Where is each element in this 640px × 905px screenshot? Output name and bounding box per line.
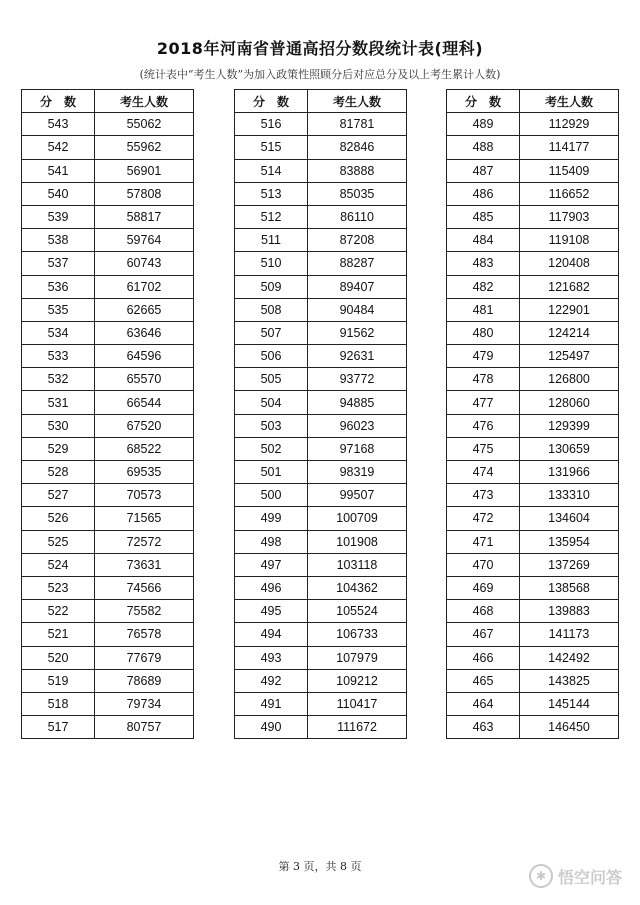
- table-row: [235, 507, 407, 530]
- count-cell: 61702: [95, 275, 194, 298]
- score-cell: 488: [447, 136, 520, 159]
- table-row: [447, 159, 619, 182]
- count-cell: 73631: [95, 553, 194, 576]
- count-cell: 104362: [308, 576, 407, 599]
- table-row: [447, 716, 619, 739]
- score-cell: 477: [447, 391, 520, 414]
- table-row: [447, 205, 619, 228]
- score-cell: 510: [235, 252, 308, 275]
- count-cell: 58817: [95, 205, 194, 228]
- score-cell: 497: [235, 553, 308, 576]
- count-cell: 146450: [520, 716, 619, 739]
- header-score: 分 数: [235, 90, 308, 113]
- score-cell: 543: [22, 113, 95, 136]
- table-row: [235, 437, 407, 460]
- count-cell: 70573: [95, 484, 194, 507]
- table-row: [447, 275, 619, 298]
- count-cell: 139883: [520, 600, 619, 623]
- score-cell: 517: [22, 716, 95, 739]
- table-row: [22, 692, 194, 715]
- document-subtitle: (统计表中“考生人数”为加入政策性照顾分后对应总分及以上考生累计人数): [139, 68, 501, 81]
- score-cell: 526: [22, 507, 95, 530]
- table-row: [22, 530, 194, 553]
- score-cell: 484: [447, 229, 520, 252]
- table-row: [22, 623, 194, 646]
- table-row: [447, 252, 619, 275]
- count-cell: 138568: [520, 576, 619, 599]
- count-cell: 143825: [520, 669, 619, 692]
- page-footer: 第 3 页，共 8 页: [278, 860, 362, 873]
- score-cell: 480: [447, 321, 520, 344]
- table-row: [22, 136, 194, 159]
- count-cell: 131966: [520, 461, 619, 484]
- table-row: [22, 576, 194, 599]
- score-table-2: [234, 89, 407, 739]
- count-cell: 109212: [308, 669, 407, 692]
- score-cell: 491: [235, 692, 308, 715]
- score-table-1: [21, 89, 194, 739]
- table-row: [447, 113, 619, 136]
- table-row: [22, 275, 194, 298]
- table-row: [447, 321, 619, 344]
- score-cell: 511: [235, 229, 308, 252]
- count-cell: 79734: [95, 692, 194, 715]
- table-row: [235, 321, 407, 344]
- table-row: [22, 113, 194, 136]
- score-cell: 503: [235, 414, 308, 437]
- score-cell: 500: [235, 484, 308, 507]
- table-row: [22, 507, 194, 530]
- table-row: [22, 368, 194, 391]
- count-cell: 145144: [520, 692, 619, 715]
- table-header-row: [22, 90, 194, 113]
- count-cell: 71565: [95, 507, 194, 530]
- score-cell: 481: [447, 298, 520, 321]
- table-header-row: [447, 90, 619, 113]
- score-cell: 502: [235, 437, 308, 460]
- score-cell: 472: [447, 507, 520, 530]
- count-cell: 76578: [95, 623, 194, 646]
- count-cell: 105524: [308, 600, 407, 623]
- count-cell: 106733: [308, 623, 407, 646]
- count-cell: 92631: [308, 345, 407, 368]
- table-row: [447, 576, 619, 599]
- score-cell: 523: [22, 576, 95, 599]
- count-cell: 135954: [520, 530, 619, 553]
- header-score: 分 数: [447, 90, 520, 113]
- score-cell: 507: [235, 321, 308, 344]
- score-cell: 483: [447, 252, 520, 275]
- table-row: [447, 437, 619, 460]
- score-cell: 538: [22, 229, 95, 252]
- watermark: [529, 864, 622, 888]
- count-cell: 87208: [308, 229, 407, 252]
- table-row: [447, 530, 619, 553]
- score-cell: 536: [22, 275, 95, 298]
- count-cell: 117903: [520, 205, 619, 228]
- table-row: [22, 159, 194, 182]
- header-score: 分 数: [22, 90, 95, 113]
- table-row: [235, 113, 407, 136]
- score-cell: 485: [447, 205, 520, 228]
- count-cell: 93772: [308, 368, 407, 391]
- score-cell: 482: [447, 275, 520, 298]
- table-row: [447, 484, 619, 507]
- table-body: [447, 113, 619, 739]
- score-cell: 537: [22, 252, 95, 275]
- count-cell: 121682: [520, 275, 619, 298]
- table-row: [447, 368, 619, 391]
- count-cell: 60743: [95, 252, 194, 275]
- table-row: [447, 229, 619, 252]
- count-cell: 99507: [308, 484, 407, 507]
- table-row: [22, 646, 194, 669]
- count-cell: 85035: [308, 182, 407, 205]
- count-cell: 77679: [95, 646, 194, 669]
- score-cell: 495: [235, 600, 308, 623]
- table-row: [22, 205, 194, 228]
- table-row: [235, 530, 407, 553]
- count-cell: 96023: [308, 414, 407, 437]
- table-row: [235, 461, 407, 484]
- table-row: [447, 345, 619, 368]
- table-row: [235, 136, 407, 159]
- score-cell: 464: [447, 692, 520, 715]
- count-cell: 81781: [308, 113, 407, 136]
- score-cell: 528: [22, 461, 95, 484]
- table-row: [447, 623, 619, 646]
- count-cell: 86110: [308, 205, 407, 228]
- score-cell: 467: [447, 623, 520, 646]
- score-cell: 531: [22, 391, 95, 414]
- score-table-3: [446, 89, 619, 739]
- table-row: [447, 669, 619, 692]
- table-row: [235, 623, 407, 646]
- table-row: [235, 669, 407, 692]
- table-row: [447, 461, 619, 484]
- count-cell: 74566: [95, 576, 194, 599]
- score-cell: 516: [235, 113, 308, 136]
- score-cell: 490: [235, 716, 308, 739]
- table-row: [22, 553, 194, 576]
- score-cell: 489: [447, 113, 520, 136]
- count-cell: 97168: [308, 437, 407, 460]
- table-row: [235, 159, 407, 182]
- count-cell: 72572: [95, 530, 194, 553]
- score-cell: 541: [22, 159, 95, 182]
- table-row: [235, 345, 407, 368]
- count-cell: 88287: [308, 252, 407, 275]
- count-cell: 66544: [95, 391, 194, 414]
- header-count: 考生人数: [520, 90, 619, 113]
- count-cell: 141173: [520, 623, 619, 646]
- count-cell: 59764: [95, 229, 194, 252]
- score-cell: 518: [22, 692, 95, 715]
- table-row: [447, 391, 619, 414]
- table-row: [22, 484, 194, 507]
- count-cell: 111672: [308, 716, 407, 739]
- table-row: [447, 692, 619, 715]
- score-cell: 494: [235, 623, 308, 646]
- table-row: [22, 229, 194, 252]
- count-cell: 80757: [95, 716, 194, 739]
- table-row: [447, 298, 619, 321]
- score-cell: 474: [447, 461, 520, 484]
- count-cell: 114177: [520, 136, 619, 159]
- count-cell: 103118: [308, 553, 407, 576]
- score-cell: 476: [447, 414, 520, 437]
- score-cell: 512: [235, 205, 308, 228]
- table-row: [235, 716, 407, 739]
- table-row: [22, 414, 194, 437]
- score-cell: 470: [447, 553, 520, 576]
- table-row: [235, 275, 407, 298]
- count-cell: 56901: [95, 159, 194, 182]
- count-cell: 91562: [308, 321, 407, 344]
- table-row: [235, 553, 407, 576]
- count-cell: 129399: [520, 414, 619, 437]
- count-cell: 126800: [520, 368, 619, 391]
- score-cell: 506: [235, 345, 308, 368]
- table-row: [235, 298, 407, 321]
- table-row: [235, 646, 407, 669]
- table-row: [235, 484, 407, 507]
- count-cell: 78689: [95, 669, 194, 692]
- score-cell: 468: [447, 600, 520, 623]
- score-cell: 501: [235, 461, 308, 484]
- count-cell: 124214: [520, 321, 619, 344]
- count-cell: 90484: [308, 298, 407, 321]
- table-row: [447, 182, 619, 205]
- score-cell: 519: [22, 669, 95, 692]
- score-cell: 465: [447, 669, 520, 692]
- score-cell: 463: [447, 716, 520, 739]
- score-cell: 486: [447, 182, 520, 205]
- count-cell: 62665: [95, 298, 194, 321]
- table-row: [447, 507, 619, 530]
- score-cell: 520: [22, 646, 95, 669]
- score-cell: 534: [22, 321, 95, 344]
- count-cell: 64596: [95, 345, 194, 368]
- count-cell: 65570: [95, 368, 194, 391]
- score-cell: 513: [235, 182, 308, 205]
- table-row: [235, 692, 407, 715]
- count-cell: 57808: [95, 182, 194, 205]
- count-cell: 63646: [95, 321, 194, 344]
- header-count: 考生人数: [95, 90, 194, 113]
- count-cell: 68522: [95, 437, 194, 460]
- count-cell: 119108: [520, 229, 619, 252]
- count-cell: 128060: [520, 391, 619, 414]
- header-count: 考生人数: [308, 90, 407, 113]
- table-row: [22, 716, 194, 739]
- table-row: [235, 252, 407, 275]
- score-cell: 473: [447, 484, 520, 507]
- count-cell: 142492: [520, 646, 619, 669]
- table-row: [235, 205, 407, 228]
- count-cell: 130659: [520, 437, 619, 460]
- table-row: [22, 669, 194, 692]
- table-row: [22, 182, 194, 205]
- document-title: 2018年河南省普通高招分数段统计表(理科): [156, 39, 484, 58]
- table-row: [235, 576, 407, 599]
- score-cell: 522: [22, 600, 95, 623]
- count-cell: 89407: [308, 275, 407, 298]
- table-row: [447, 553, 619, 576]
- table-row: [235, 182, 407, 205]
- score-cell: 466: [447, 646, 520, 669]
- score-cell: 530: [22, 414, 95, 437]
- count-cell: 98319: [308, 461, 407, 484]
- score-cell: 539: [22, 205, 95, 228]
- count-cell: 67520: [95, 414, 194, 437]
- count-cell: 107979: [308, 646, 407, 669]
- table-header-row: [235, 90, 407, 113]
- count-cell: 82846: [308, 136, 407, 159]
- count-cell: 110417: [308, 692, 407, 715]
- table-row: [22, 321, 194, 344]
- count-cell: 125497: [520, 345, 619, 368]
- score-tables: [0, 89, 640, 819]
- watermark-text: 悟空问答: [557, 867, 622, 887]
- count-cell: 94885: [308, 391, 407, 414]
- count-cell: 83888: [308, 159, 407, 182]
- score-cell: 499: [235, 507, 308, 530]
- score-cell: 487: [447, 159, 520, 182]
- score-cell: 515: [235, 136, 308, 159]
- score-cell: 504: [235, 391, 308, 414]
- count-cell: 122901: [520, 298, 619, 321]
- count-cell: 55962: [95, 136, 194, 159]
- table-row: [22, 437, 194, 460]
- score-cell: 521: [22, 623, 95, 646]
- score-cell: 498: [235, 530, 308, 553]
- score-cell: 525: [22, 530, 95, 553]
- table-row: [447, 414, 619, 437]
- table-row: [22, 461, 194, 484]
- score-cell: 478: [447, 368, 520, 391]
- table-row: [235, 600, 407, 623]
- table-row: [22, 298, 194, 321]
- table-body: [22, 113, 194, 739]
- score-cell: 493: [235, 646, 308, 669]
- count-cell: 100709: [308, 507, 407, 530]
- table-row: [235, 391, 407, 414]
- count-cell: 120408: [520, 252, 619, 275]
- score-cell: 479: [447, 345, 520, 368]
- count-cell: 75582: [95, 600, 194, 623]
- score-cell: 542: [22, 136, 95, 159]
- table-row: [22, 600, 194, 623]
- score-cell: 527: [22, 484, 95, 507]
- table-row: [235, 368, 407, 391]
- count-cell: 55062: [95, 113, 194, 136]
- score-cell: 469: [447, 576, 520, 599]
- score-cell: 509: [235, 275, 308, 298]
- score-cell: 533: [22, 345, 95, 368]
- count-cell: 69535: [95, 461, 194, 484]
- count-cell: 112929: [520, 113, 619, 136]
- score-cell: 529: [22, 437, 95, 460]
- score-cell: 524: [22, 553, 95, 576]
- table-row: [22, 391, 194, 414]
- score-cell: 505: [235, 368, 308, 391]
- table-row: [447, 136, 619, 159]
- table-row: [22, 252, 194, 275]
- wukong-logo-icon: ✱: [529, 864, 553, 888]
- score-cell: 475: [447, 437, 520, 460]
- score-cell: 532: [22, 368, 95, 391]
- table-row: [235, 229, 407, 252]
- score-cell: 492: [235, 669, 308, 692]
- table-row: [235, 414, 407, 437]
- table-row: [447, 646, 619, 669]
- count-cell: 101908: [308, 530, 407, 553]
- count-cell: 115409: [520, 159, 619, 182]
- score-cell: 508: [235, 298, 308, 321]
- table-row: [447, 600, 619, 623]
- count-cell: 134604: [520, 507, 619, 530]
- count-cell: 116652: [520, 182, 619, 205]
- table-body: [235, 113, 407, 739]
- count-cell: 133310: [520, 484, 619, 507]
- score-cell: 514: [235, 159, 308, 182]
- score-cell: 471: [447, 530, 520, 553]
- count-cell: 137269: [520, 553, 619, 576]
- score-cell: 535: [22, 298, 95, 321]
- score-cell: 540: [22, 182, 95, 205]
- table-row: [22, 345, 194, 368]
- score-cell: 496: [235, 576, 308, 599]
